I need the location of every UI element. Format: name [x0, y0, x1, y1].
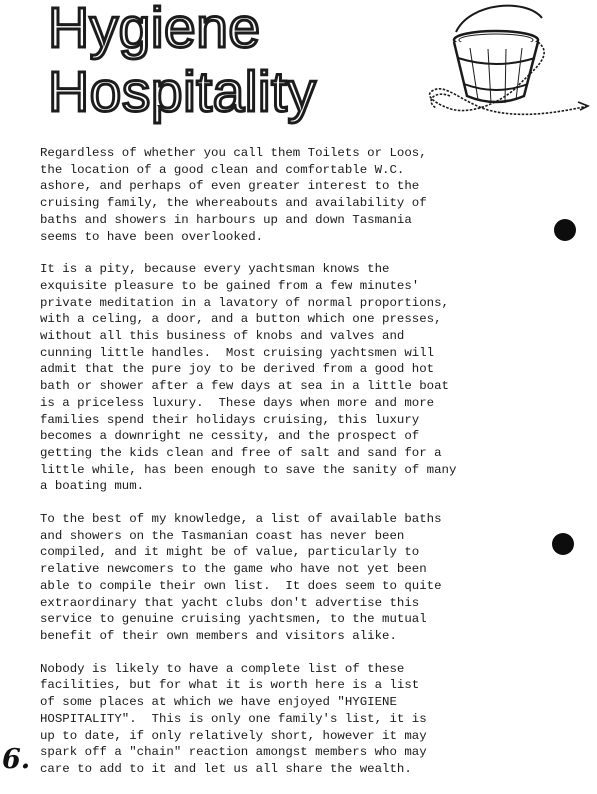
paragraph-intro: Regardless of whether you call them Toilets or Loos, the location of a good clean and comfortable W.C. ashore, and perhaps of even greater interest to the cruising family, the whereabouts and availability of baths and showers in harbours up and down Tasmania seems to have been overlooked. [40, 146, 427, 244]
paragraph-luxury: It is a pity, because every yachtsman knows the exquisite pleasure to be gained from a few minutes' private meditation in a lavatory of normal proportions, with a celing, a door, and a button which one presses, without all this business of knobs and valves and cunning little handles. Most cruising yachtsmen will admit that the pure joy to be derived from a good hot bath or shower after a few days at sea in a little boat is a priceless luxury. These days when more and more families spend their holidays cruising, this luxury becomes a downright ne cessity, and the prospect of getting the kids clean and free of salt and sand for a little while, has been enough to save the sanity of many a boating mum. [40, 262, 457, 494]
headline-hospitality: Hospitality [48, 60, 317, 124]
page-number: 6. [2, 744, 31, 775]
headline-hygiene: Hygiene [48, 0, 261, 60]
hole-punch-mark [552, 533, 574, 555]
hole-punch-mark [554, 219, 576, 241]
bucket-with-rope-icon [418, 4, 593, 122]
paragraph-list-needed: To the best of my knowledge, a list of available baths and showers on the Tasmanian coast has never been compiled, and it might be of value, particularly to relative newcomers to the game who have not yet been able to compile their own list. It does seem to quite extraordinary that yacht clubs don't advertise this service to genuine cruising yachtsmen, to the mutual benefit of their own members and visitors alike. [40, 512, 442, 643]
paragraph-list-intro: Nobody is likely to have a complete list of these facilities, but for what it is worth here is a list of some places at which we have enjoyed "HYGIENE HOSPITALITY". This is only one family's list, it is up to date, if only relatively short, however it may spark off a "chain" reaction amongst members who may care to add to it and let us all share the wealth. [40, 661, 427, 776]
article-body [40, 145, 580, 794]
